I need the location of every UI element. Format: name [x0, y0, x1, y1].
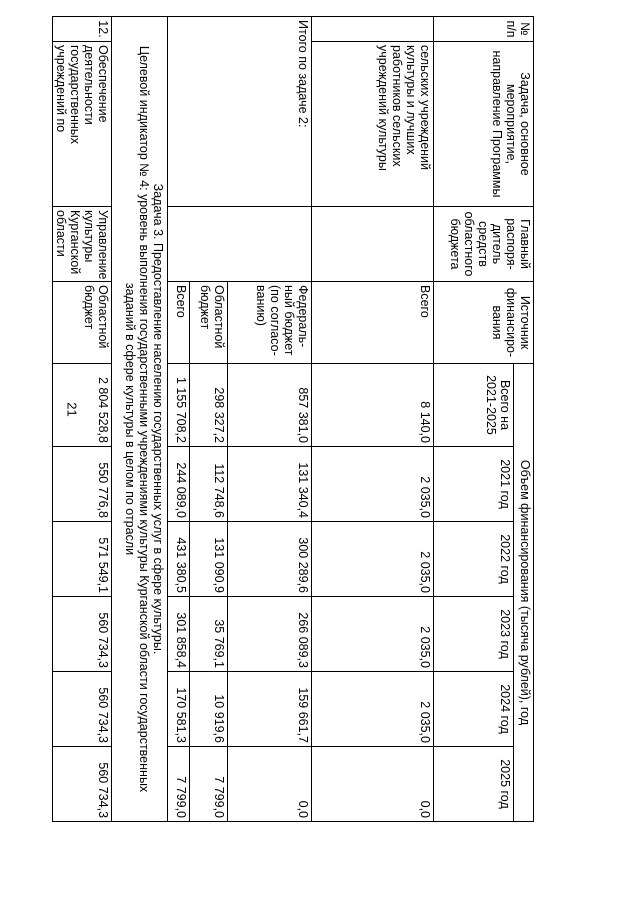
value-total: 2 804 528,8	[53, 364, 112, 447]
value-cell: 550 776,8	[53, 447, 112, 522]
value-cell: 2 035,0	[312, 447, 434, 522]
row-name: Обеспечение деятельности государственных учреждений по	[53, 42, 112, 207]
row-manager	[312, 207, 434, 282]
itogo-label: Итого по задаче 2:	[168, 17, 312, 207]
value-cell: 571 549,1	[53, 522, 112, 597]
header-year: 2023 год	[434, 597, 514, 672]
value-cell: 431 380,5	[168, 522, 190, 597]
row-manager: Управление культуры Курганской области	[53, 207, 112, 282]
value-cell: 10 919,6	[190, 672, 228, 747]
value-cell: 300 289,6	[228, 522, 312, 597]
page-number: 21	[64, 402, 80, 417]
header-year: 2022 год	[434, 522, 514, 597]
value-cell: 0,0	[228, 747, 312, 822]
header-year: 2024 год	[434, 672, 514, 747]
row-source: Областной бюджет	[190, 282, 228, 364]
header-volume: Объем финансирования (тысяча рублей), год	[514, 364, 534, 822]
header-source: Источник финансиро-вания	[434, 282, 534, 364]
value-cell: 112 748,6	[190, 447, 228, 522]
value-cell: 35 769,1	[190, 597, 228, 672]
itogo-manager	[168, 207, 312, 282]
value-cell: 560 734,3	[53, 672, 112, 747]
header-num: № п/п	[434, 17, 534, 42]
row-num: 12.	[53, 17, 112, 42]
row-num	[312, 17, 434, 42]
budget-table	[52, 16, 534, 822]
value-cell: 244 089,0	[168, 447, 190, 522]
value-cell: 7 799,0	[190, 747, 228, 822]
row-source: Областной бюджет	[53, 282, 112, 364]
budget-table-sheet	[54, 16, 534, 821]
value-total: 1 155 708,2	[168, 364, 190, 447]
task-heading-row	[112, 17, 168, 822]
table-row	[312, 17, 434, 822]
value-cell: 0,0	[312, 747, 434, 822]
value-cell: 301 858,4	[168, 597, 190, 672]
header-year: 2021 год	[434, 447, 514, 522]
header-total: Всего на 2021-2025	[434, 364, 514, 447]
value-cell: 560 734,3	[53, 747, 112, 822]
row-source: Всего	[312, 282, 434, 364]
value-cell: 159 661,7	[228, 672, 312, 747]
table-row	[53, 17, 112, 822]
value-cell: 560 734,3	[53, 597, 112, 672]
value-cell: 7 799,0	[168, 747, 190, 822]
value-total: 298 327,2	[190, 364, 228, 447]
header-manager: Главный распоря-дитель средств областного бюджета	[434, 207, 534, 282]
row-source: Федераль-ный бюджет (по согласо-ванию)	[228, 282, 312, 364]
value-cell: 2 035,0	[312, 597, 434, 672]
value-total: 857 381,0	[228, 364, 312, 447]
header-year: 2025 год	[434, 747, 514, 822]
value-total: 8 140,0	[312, 364, 434, 447]
value-cell: 131 090,9	[190, 522, 228, 597]
value-cell: 170 581,3	[168, 672, 190, 747]
value-cell: 2 035,0	[312, 522, 434, 597]
row-name: сельских учреждений культуры и лучших работников сельских учреждений культуры	[312, 42, 434, 207]
target-indicator: Целевой индикатор № 4: уровень выполнения государственными учреждениями культуры Курганской области государственных заданий в сфере культуры в целом по отрасли	[123, 45, 151, 793]
header-task: Задача, основное мероприятие, направление Программы	[434, 42, 534, 207]
value-cell: 266 089,3	[228, 597, 312, 672]
table-row	[228, 17, 312, 822]
value-cell: 2 035,0	[312, 672, 434, 747]
row-source: Всего	[168, 282, 190, 364]
value-cell: 131 340,4	[228, 447, 312, 522]
task-title: Задача 3. Предоставление населению государственных услуг в сфере культуры.	[151, 183, 165, 655]
